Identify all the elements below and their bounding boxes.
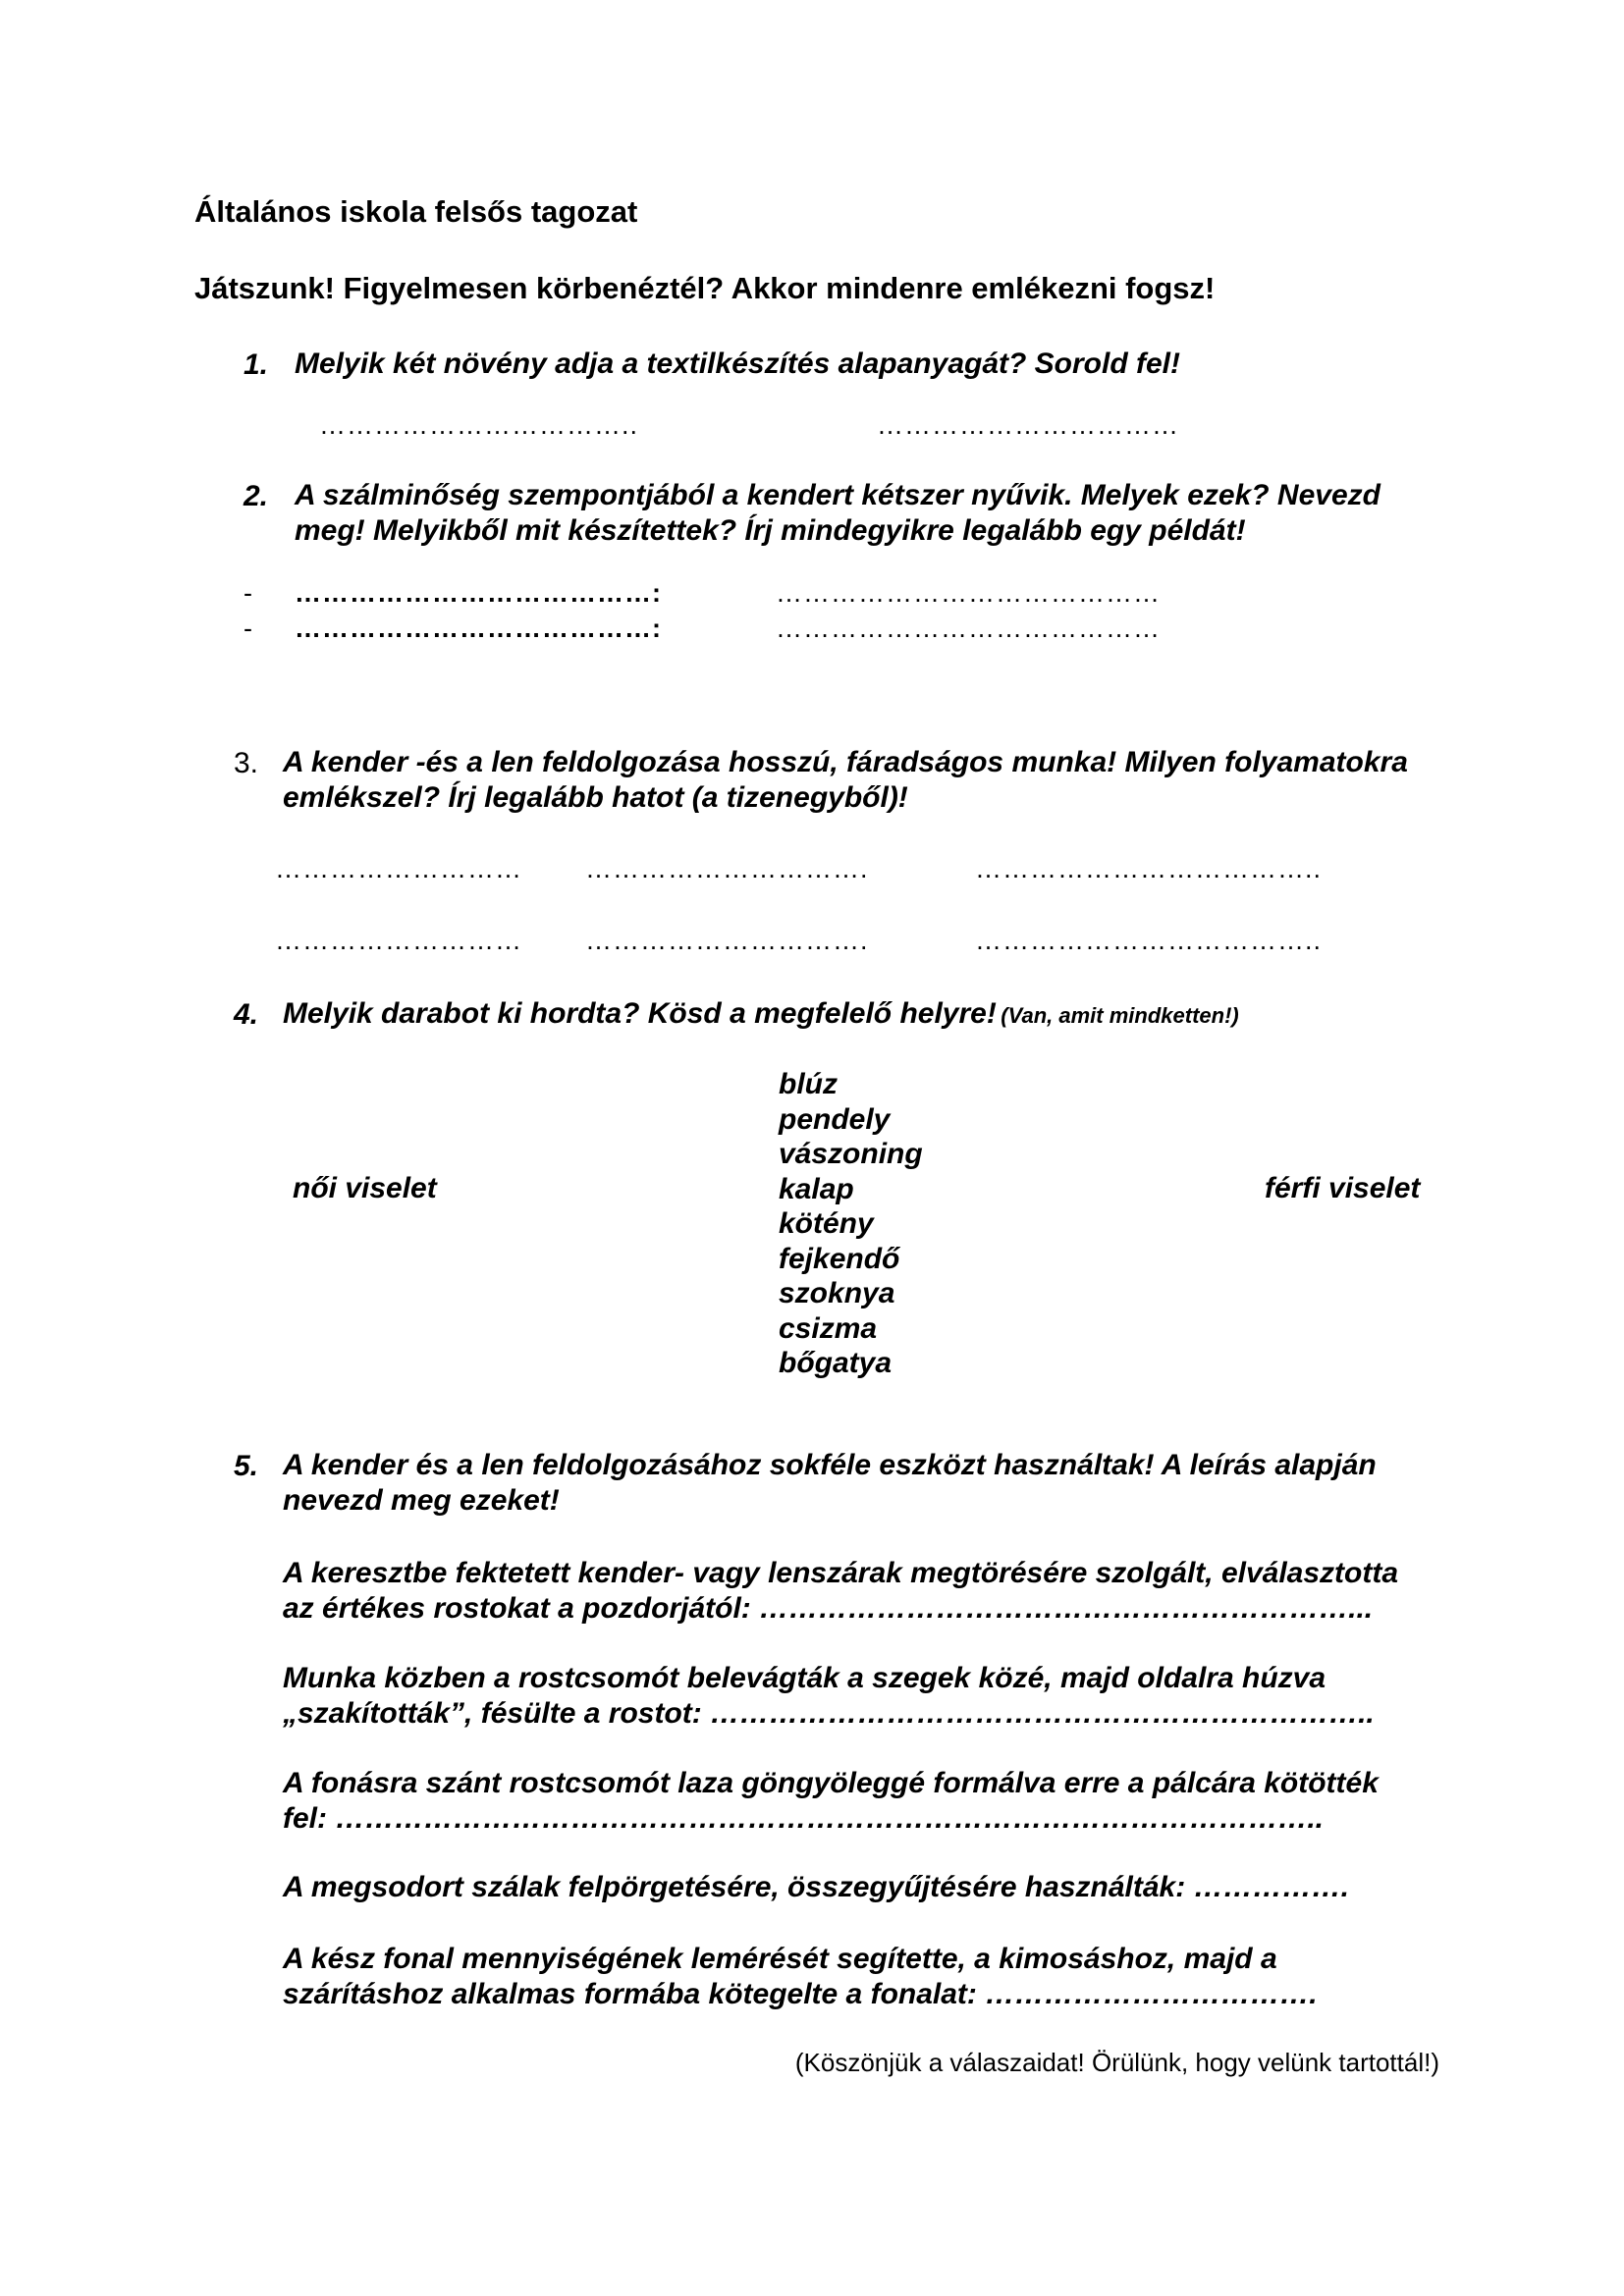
q5-item1-line2[interactable]: az értékes rostokat a pozdorjától: ……………………………………………………... bbox=[283, 1592, 1374, 1625]
q2-row1-answer-right[interactable]: …………………………………… bbox=[776, 578, 1161, 608]
q4-item[interactable]: vászoning bbox=[779, 1138, 923, 1170]
q5-item5-line2[interactable]: szárításhoz alkalmas formába kötegelte a fonalat: ……………………………. bbox=[283, 1978, 1318, 2010]
q2-row1-answer-left[interactable]: …………………………………: bbox=[295, 578, 662, 608]
intro-heading: Játszunk! Figyelmesen körbenéztél? Akkor mindenre emlékezni fogsz! bbox=[194, 271, 1216, 305]
q5-item3-line2[interactable]: fel: ……………………………………………………………………………………….. bbox=[283, 1802, 1325, 1835]
q4-note: (Van, amit mindketten!) bbox=[1001, 1003, 1239, 1028]
q3-blank-3[interactable]: ……………………………….. bbox=[975, 854, 1323, 883]
q4-number: 4. bbox=[234, 998, 259, 1031]
q4-text: Melyik darabot ki hordta? Kösd a megfelelő helyre! bbox=[283, 997, 997, 1030]
q3-text-line1: A kender -és a len feldolgozása hosszú, fáradságos munka! Milyen folyamatokra bbox=[283, 746, 1408, 778]
q4-right-label: férfi viselet bbox=[1265, 1172, 1421, 1204]
q4-item[interactable]: kötény bbox=[779, 1207, 874, 1240]
q2-text-line1: A szálminőség szempontjából a kendert kétszer nyűvik. Melyek ezek? Nevezd bbox=[295, 479, 1380, 511]
q3-blank-4[interactable]: ……………………… bbox=[275, 926, 522, 955]
q4-item-list bbox=[779, 1067, 923, 1381]
q5-item3-line1: A fonásra szánt rostcsomót laza göngyöleggé formálva erre a pálcára kötötték bbox=[283, 1767, 1379, 1799]
q3-blank-2[interactable]: …………………………. bbox=[585, 854, 869, 883]
q2-row2-answer-right[interactable]: …………………………………… bbox=[776, 614, 1161, 643]
q1-answer-blank-a[interactable]: …………………………….. bbox=[319, 410, 639, 440]
q5-text-line2: nevezd meg ezeket! bbox=[283, 1484, 560, 1517]
q4-item[interactable]: csizma bbox=[779, 1311, 878, 1345]
q3-blank-1[interactable]: ……………………… bbox=[275, 854, 522, 883]
q1-answer-blank-b[interactable]: …………………………… bbox=[877, 410, 1179, 440]
q5-text-line1: A kender és a len feldolgozásához sokféle eszközt használtak! A leírás alapján bbox=[283, 1449, 1377, 1481]
q2-text-line2: meg! Melyikből mit készítettek? Írj mindegyikre legalább egy példát! bbox=[295, 514, 1246, 547]
q5-item5-line1: A kész fonal mennyiségének lemérését segítette, a kimosáshoz, majd a bbox=[283, 1943, 1277, 1975]
q1-text: Melyik két növény adja a textilkészítés alapanyagát? Sorold fel! bbox=[295, 347, 1180, 380]
q5-number: 5. bbox=[234, 1450, 259, 1482]
q1-number: 1. bbox=[244, 348, 269, 381]
q5-item4-line1[interactable]: A megsodort szálak felpörgetésére, összegyűjtésére használták: ……………. bbox=[283, 1871, 1349, 1903]
q3-text-line2: emlékszel? Írj legalább hatot (a tizenegyből)! bbox=[283, 781, 908, 814]
q4-item[interactable]: szoknya bbox=[779, 1277, 895, 1309]
q3-number: 3. bbox=[234, 747, 259, 779]
q4-item[interactable]: kalap bbox=[779, 1172, 854, 1205]
q4-item[interactable]: pendely bbox=[779, 1102, 891, 1136]
q2-row2-answer-left[interactable]: …………………………………: bbox=[295, 614, 662, 643]
q2-row1-dash: - bbox=[244, 578, 252, 608]
q3-blank-6[interactable]: ……………………………….. bbox=[975, 926, 1323, 955]
school-title: Általános iskola felsős tagozat bbox=[194, 194, 638, 229]
q2-number: 2. bbox=[244, 480, 269, 512]
q4-item[interactable]: bőgatya bbox=[779, 1347, 893, 1379]
q3-blank-5[interactable]: …………………………. bbox=[585, 926, 869, 955]
thank-you-note: (Köszönjük a válaszaidat! Örülünk, hogy velünk tartottál!) bbox=[794, 2048, 1439, 2077]
q4-item[interactable]: blúz bbox=[779, 1068, 838, 1100]
q5-item2-line2[interactable]: „szakították”, fésülte a rostot: ………………………………………………………….. bbox=[283, 1697, 1375, 1730]
q2-row2-dash: - bbox=[244, 614, 252, 643]
q4-prompt bbox=[283, 996, 1239, 1032]
q4-item[interactable]: fejkendő bbox=[779, 1242, 900, 1275]
q5-item2-line1: Munka közben a rostcsomót belevágták a szegek közé, majd oldalra húzva bbox=[283, 1662, 1326, 1694]
q4-left-label: női viselet bbox=[293, 1172, 437, 1204]
q5-item1-line1: A keresztbe fektetett kender- vagy lenszárak megtörésére szolgált, elválasztotta bbox=[283, 1557, 1399, 1589]
